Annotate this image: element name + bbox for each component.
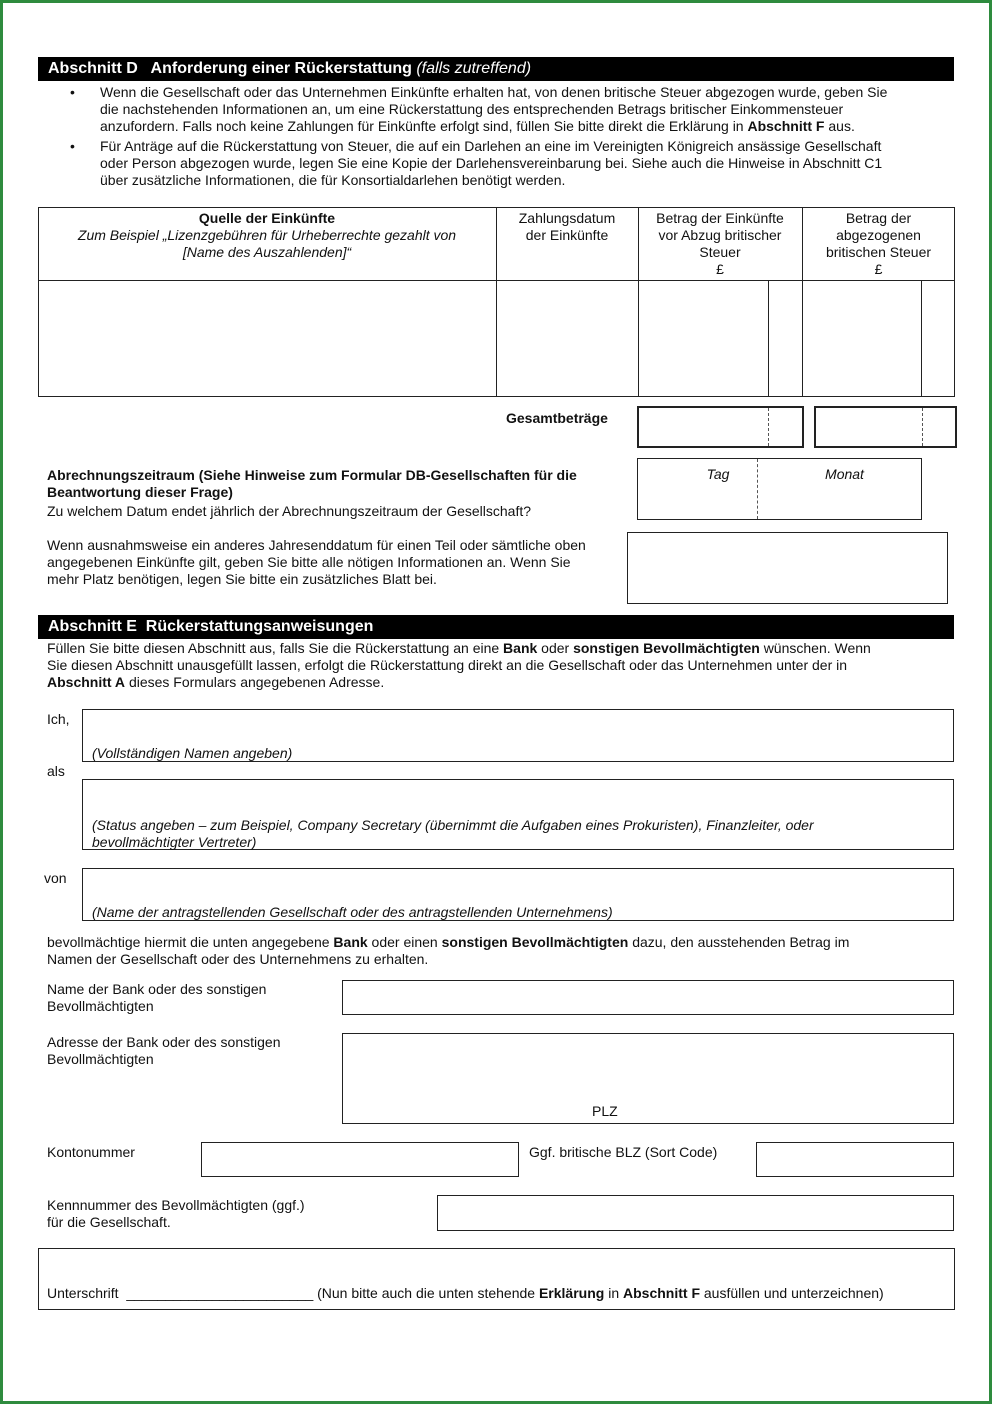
status-hint: (Status angeben – zum Beispiel, Company Secretary (übernimmt die Aufgaben eines Prokuristen), Finanzleiter, oder bevollmächtigter Vertreter) [92, 817, 814, 850]
ich-label: Ich, [47, 711, 70, 727]
gross-amount-input[interactable] [639, 281, 767, 396]
day-label: Tag [706, 466, 730, 482]
col-date-header: Zahlungsdatum der Einkünfte [518, 210, 616, 243]
table-pence-divider [921, 280, 922, 397]
bullet-icon: • [70, 138, 75, 154]
bank-name-input[interactable] [342, 980, 954, 1015]
signature-label: Unterschrift [47, 1285, 119, 1301]
section-d-title: Anforderung einer Rückerstattung [150, 60, 412, 77]
bank-address-label: Adresse der Bank oder des sonstigen Bevollmächtigten [47, 1034, 281, 1067]
section-e-title: Rückerstattungsanweisungen [145, 618, 374, 635]
totals-label: Gesamtbeträge [506, 410, 608, 426]
other-date-input[interactable] [627, 532, 948, 604]
day-input[interactable] [638, 482, 756, 519]
total-gross-input[interactable] [637, 406, 804, 448]
bullet-icon: • [70, 84, 75, 100]
sort-code-input[interactable] [756, 1142, 954, 1177]
agent-id-label: Kennnummer des Bevollmächtigten (ggf.) für die Gesellschaft. [47, 1197, 305, 1230]
table-pence-divider [768, 280, 769, 397]
von-label: von [44, 870, 67, 886]
bank-name-label: Name der Bank oder des sonstigen Bevollmächtigten [47, 981, 267, 1014]
section-d-title-suffix: (falls zutreffend) [416, 60, 532, 77]
authorize-text: bevollmächtige hiermit die unten angegebene Bank oder einen sonstigen Bevollmächtigten dazu, den ausstehenden Betrag im Namen der Gesellschaft oder des Unternehmens zu erhalten. [47, 934, 850, 967]
section-d-header [38, 57, 954, 81]
agent-id-input[interactable] [437, 1195, 954, 1231]
col-source-header: Quelle der Einkünfte Zum Beispiel „Lizenzgebühren für Urheberrechte gezahlt von [Name des Auszahlenden]“ [77, 210, 457, 260]
company-name-hint: (Name der antragstellenden Gesellschaft oder des antragstellenden Unternehmens) [92, 904, 613, 920]
account-number-input[interactable] [201, 1142, 519, 1177]
bullet-1-text: Wenn die Gesellschaft oder das Unternehmen Einkünfte erhalten hat, von denen britische Steuer abgezogen wurde, geben Sie die nachstehenden Informationen an, um eine Rückerstattung des entsprechenden Betrags britischer Einkommensteuer anzufordern. Falls noch keine Zahlungen für Einkünfte erfolgt sind, füllen Sie bitte direkt die Erklärung in Abschnitt F aus. [100, 84, 888, 134]
period-question: Zu welchem Datum endet jährlich der Abrechnungszeitraum der Gesellschaft? [47, 503, 532, 519]
plz-label: PLZ [592, 1103, 618, 1119]
sort-code-label: Ggf. britische BLZ (Sort Code) [529, 1144, 718, 1160]
period-title: Abrechnungszeitraum (Siehe Hinweise zum Formular DB-Gesellschaften für die Beantwortung dieser Frage) [47, 467, 577, 500]
full-name-hint: (Vollständigen Namen angeben) [92, 745, 293, 761]
account-label: Kontonummer [47, 1144, 135, 1160]
col-tax-header: Betrag der abgezogenen britischen Steuer £ [825, 210, 932, 277]
other-date-text: Wenn ausnahmsweise ein anderes Jahresenddatum für einen Teil oder sämtliche oben angegebenen Einkünfte gilt, geben Sie bitte alle nötigen Informationen an. Wenn Sie mehr Platz benötigen, legen Sie bitte ein zusätzliches Blatt bei. [47, 537, 586, 587]
section-d-number: Abschnitt D [48, 60, 138, 77]
bank-address-input[interactable] [342, 1033, 954, 1124]
section-e-header [38, 615, 954, 639]
month-input[interactable] [758, 482, 921, 519]
section-e-number: Abschnitt E [48, 618, 137, 635]
month-label: Monat [825, 466, 864, 482]
tax-amount-input[interactable] [803, 281, 920, 396]
col-gross-header: Betrag der Einkünfte vor Abzug britischer Steuer £ [656, 210, 784, 277]
signature-line[interactable]: ________________________ [126, 1285, 314, 1301]
source-input[interactable] [39, 281, 495, 396]
total-tax-input[interactable] [814, 406, 957, 448]
section-e-intro: Füllen Sie bitte diesen Abschnitt aus, falls Sie die Rückerstattung an eine Bank oder sonstigen Bevollmächtigten wünschen. Wenn Sie diesen Abschnitt unausgefüllt lassen, erfolgt die Rückerstattung direkt an die Gesellschaft oder das Unternehmen unter der in Abschnitt A dieses Formulars angegebenen Adresse. [47, 640, 871, 690]
bullet-2-text: Für Anträge auf die Rückerstattung von Steuer, die auf ein Darlehen an eine im Vereinigten Königreich ansässige Gesellschaft oder Person abgezogen wurde, legen Sie eine Kopie der Darlehensvereinbarung bei. Siehe auch die Hinweise in Abschnitt C1 über zusätzliche Informationen, die für Konsortialdarlehen benötigt werden. [100, 138, 883, 188]
als-label: als [47, 763, 65, 779]
signature-row: Unterschrift ________________________ (Nun bitte auch die unten stehende Erklärung in Abschnitt F ausfüllen und unterzeichnen) [47, 1285, 884, 1301]
payment-date-input[interactable] [497, 281, 637, 396]
